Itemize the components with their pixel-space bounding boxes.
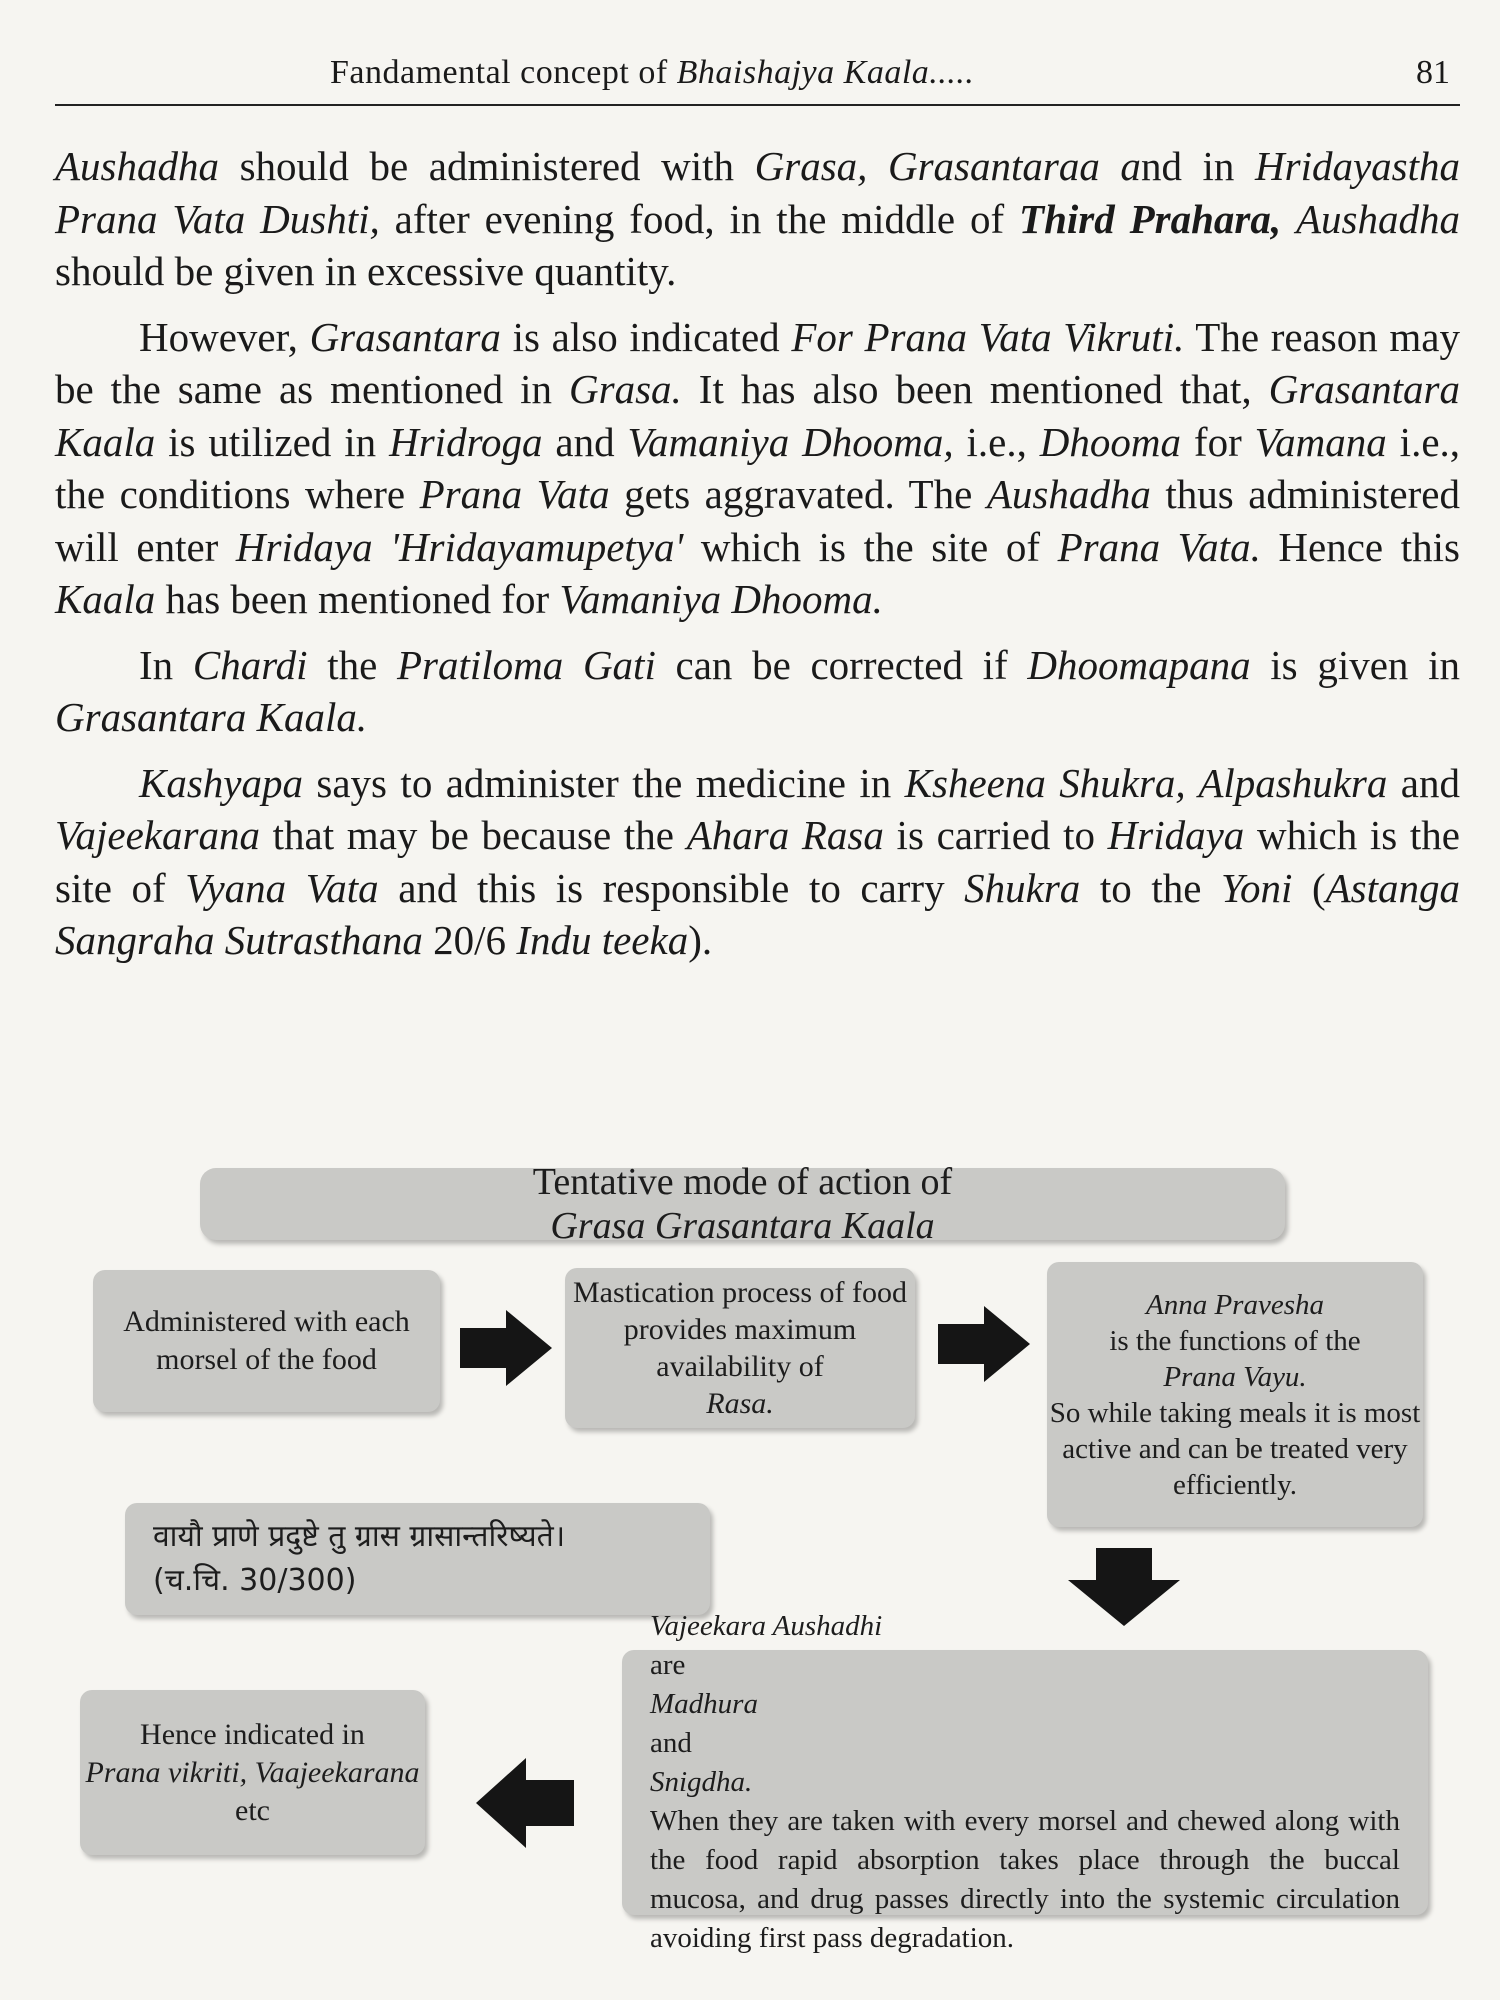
paragraph-3: In Chardi the Pratiloma Gati can be corrected if Dhoomapana is given in Grasantara Kaala.: [55, 641, 1460, 740]
paragraph-1: Aushadha should be administered with Grasa, Grasantaraa and in Hridayastha Prana Vata Dushti, after evening food, in the middle of Third Prahara, Aushadha should be given in excessive quantity.: [55, 143, 1460, 294]
diagram-title: Tentative mode of action of Grasa Grasantara Kaala: [200, 1168, 1285, 1240]
paragraph-2: However, Grasantara is also indicated For Prana Vata Vikruti. The reason may be the same as mentioned in Grasa. It has also been mentioned that, Grasantara Kaala is utilized in Hridroga and Vamaniya Dhooma, i.e., Dhooma for Vamana i.e., the conditions where Prana Vata gets aggravated. The Aushadha thus administered will enter Hridaya 'Hridayamupetya' which is the site of Prana Vata. Hence this Kaala has been mentioned for Vamaniya Dhooma.: [55, 313, 1461, 622]
header-title: Fandamental concept of Bhaishajya Kaala.....: [330, 54, 975, 91]
step-administered-box: Administered with each morsel of the food: [93, 1270, 440, 1412]
running-header: [55, 48, 1460, 106]
sanskrit-quote-box: [125, 1503, 710, 1615]
body-text: [55, 140, 1460, 980]
step-mastication-box: Mastication process of food provides maximum availability of Rasa.: [565, 1268, 915, 1428]
sanskrit-reference: (च.चि. 30/300): [153, 1563, 357, 1598]
step-vajeekara-box: Vajeekara Aushadhi are Madhura and Snigdha. When they are taken with every morsel and chewed along with the food rapid absorption takes place through the buccal mucosa, and drug passes directly into the systemic circulation avoiding first pass degradation.: [622, 1650, 1428, 1915]
sanskrit-verse: वायौ प्राणे प्रदुष्टे तु ग्रास ग्रासान्तरिष्यते।: [153, 1519, 566, 1554]
arrow-right-icon: [938, 1306, 1030, 1382]
arrow-right-icon: [460, 1310, 552, 1386]
conclusion-box: Hence indicated in Prana vikriti, Vaajeekarana etc: [80, 1690, 425, 1855]
arrow-left-icon: [476, 1758, 574, 1848]
paragraph-4: Kashyapa says to administer the medicine in Ksheena Shukra, Alpashukra and Vajeekarana that may be because the Ahara Rasa is carried to Hridaya which is the site of Vyana Vata and this is responsible to carry Shukra to the Yoni (Astanga Sangraha Sutrasthana 20/6 Indu teeka).: [55, 759, 1461, 963]
page-number: 81: [1416, 54, 1450, 91]
step-anna-pravesha-box: Anna Pravesha is the functions of the Prana Vayu. So while taking meals it is most active and can be treated very efficiently.: [1047, 1262, 1423, 1527]
